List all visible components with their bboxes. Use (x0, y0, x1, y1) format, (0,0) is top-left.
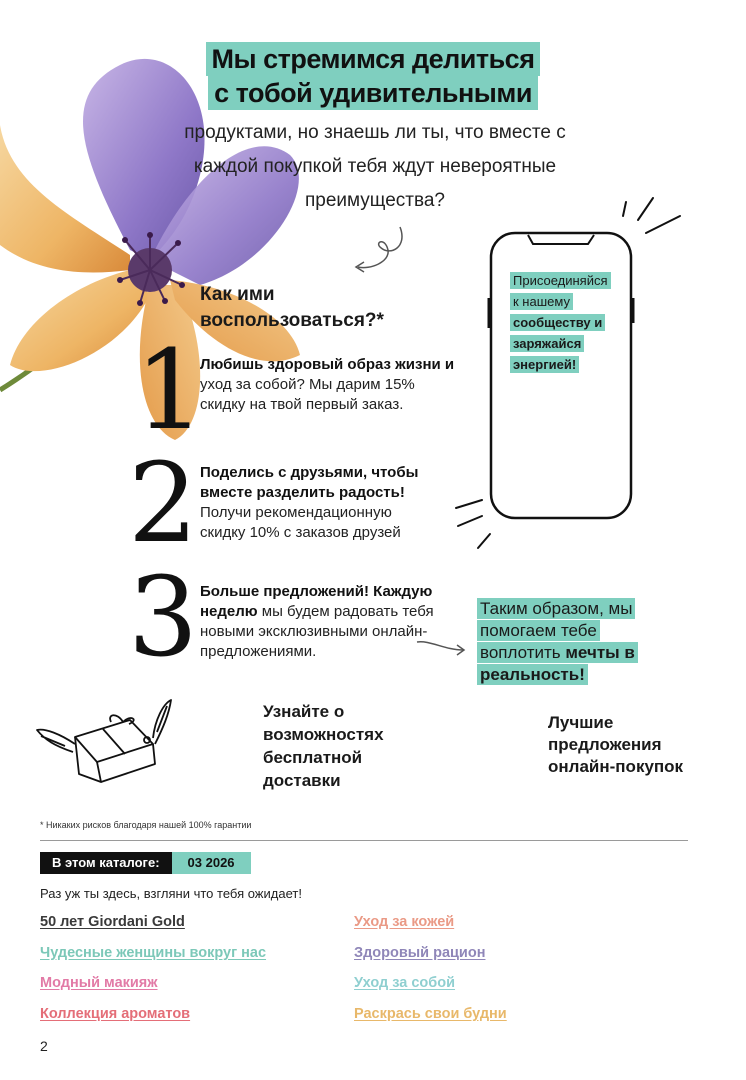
result-line-3a: воплотить (480, 643, 566, 662)
result-line-1: Таким образом, мы (477, 598, 635, 619)
gift-box-icon (35, 692, 175, 787)
step-1-body: уход за собой? Мы дарим 15% скидку на твой первый заказ. (200, 376, 415, 413)
step-3-number: 3 (128, 553, 198, 681)
link-skin-care[interactable]: Уход за кожей (354, 914, 455, 930)
howto-title: Как ими воспользоваться?* (200, 284, 384, 331)
catalog-label: В этом каталоге: (40, 852, 172, 874)
phone-line-4: заряжайся (510, 335, 584, 352)
link-fragrance-collection[interactable]: Коллекция ароматов (40, 1006, 191, 1022)
link-color-your-days[interactable]: Раскрась свои будни (354, 1006, 507, 1022)
free-delivery-text[interactable]: Узнайте о возможностях бесплатной доставки (263, 702, 384, 790)
catalog-value: 03 2026 (172, 852, 251, 874)
best-offers-text[interactable]: Лучшие предложения онлайн-покупок (548, 713, 684, 776)
step-1-text (200, 355, 460, 415)
step-2-number: 2 (128, 439, 198, 567)
phone-line-1: Присоединяйся (510, 272, 611, 289)
headline-line-1: Мы стремимся делиться (206, 42, 541, 76)
step-1-bold: Любишь здоровый образ жизни и (200, 356, 455, 373)
step-3-bold: Больше предложений! Каждую неделю (200, 583, 433, 620)
headline-subtext: продуктами, но знаешь ли ты, что вместе с каждой покупкой тебя ждут невероятные преимущества? (184, 122, 566, 211)
catalog-bar (40, 852, 251, 874)
result-line-2: помогаем тебе (477, 620, 600, 641)
footnote: * Никаких рисков благодаря нашей 100% гарантии (40, 820, 252, 830)
step-3-body: мы будем радовать тебя новыми эксклюзивными онлайн-предложениями. (200, 603, 434, 660)
step-1-number: 1 (135, 326, 205, 454)
arrow-right-icon (415, 636, 467, 658)
headline-line-2: с тобой удивительными (208, 76, 538, 110)
result-line-3b: мечты в (565, 643, 635, 662)
result-line-4: реальность! (477, 664, 588, 685)
step-3-text (200, 582, 445, 662)
phone-message (510, 270, 620, 375)
link-wonderful-women[interactable]: Чудесные женщины вокруг нас (40, 945, 267, 961)
phone-line-5: энергией! (510, 356, 579, 373)
headline (0, 42, 746, 110)
page-number: 2 (40, 1038, 48, 1054)
divider (40, 840, 688, 841)
result-message (477, 598, 657, 686)
step-2-bold: Поделись с друзьями, чтобы вместе разделить радость! (200, 464, 419, 501)
link-self-care[interactable]: Уход за собой (354, 975, 456, 991)
link-giordani-gold[interactable]: 50 лет Giordani Gold (40, 914, 185, 930)
step-2-text (200, 463, 430, 543)
curly-arrow-icon (350, 222, 410, 277)
link-healthy-diet[interactable]: Здоровый рацион (354, 945, 486, 961)
phone-line-2: к нашему (510, 293, 573, 310)
step-2-body: Получи рекомендационную скидку 10% с заказов друзей (200, 504, 401, 541)
catalog-lead: Раз уж ты здесь, взгляни что тебя ожидает! (40, 886, 302, 901)
link-fashion-makeup[interactable]: Модный макияж (40, 975, 158, 991)
phone-line-3: сообществу и (510, 314, 605, 331)
result-line-3 (477, 642, 638, 663)
